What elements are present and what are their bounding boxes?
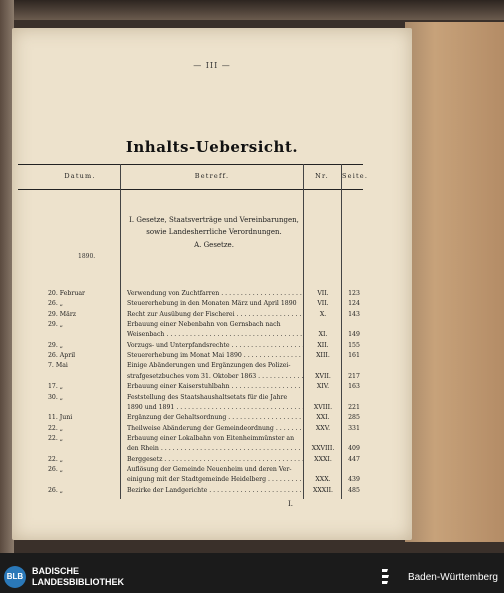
- row-subject: Erbauung einer Lokalbahn von Eitenheimmünster an: [127, 434, 295, 442]
- row-page: 331: [348, 424, 360, 432]
- bw-logo-text[interactable]: Baden-Württemberg: [407, 572, 498, 583]
- row-number: XXX.: [315, 476, 331, 484]
- row-page: 155: [348, 341, 360, 349]
- row-number: XXXII.: [312, 486, 334, 494]
- subsection-heading: A. Gesetze.: [194, 241, 234, 249]
- row-subject: einigung mit der Stadtgemeinde Heidelberg . . .: [127, 476, 303, 483]
- row-date: 26. „: [48, 465, 64, 473]
- row-date: 26. „: [48, 300, 64, 308]
- row-subject: 1890 und 1891 . . .: [127, 404, 303, 411]
- row-date: 22. „: [48, 434, 64, 442]
- section-heading-line2: sowie Landesherrliche Verordnungen.: [146, 228, 282, 236]
- row-subject: Weisenbach . . .: [127, 331, 303, 338]
- row-date: 26. „: [48, 486, 64, 494]
- row-subject: Bezirke der Landgerichte . . .: [127, 487, 303, 494]
- row-page: 285: [348, 414, 360, 422]
- row-number: XI.: [318, 331, 328, 339]
- row-page: 123: [348, 290, 360, 297]
- row-subject: Erbauung einer Kaiserstuhlbahn . . .: [127, 383, 303, 390]
- page-title: Inhalts-Uebersicht.: [125, 138, 299, 156]
- row-page: 149: [348, 331, 360, 339]
- row-page: 143: [348, 310, 360, 318]
- row-number: VII.: [317, 300, 329, 308]
- row-page: 163: [348, 383, 360, 391]
- header-datum: Datum.: [64, 172, 96, 180]
- row-date: 22. „: [48, 424, 64, 432]
- row-subject: Ergänzung der Gehaltsordnung . . .: [127, 414, 303, 421]
- row-date: 29. „: [48, 321, 64, 329]
- header-nr: Nr.: [315, 172, 329, 180]
- row-subject: Erbauung einer Nebenbahn von Gernsbach nach: [127, 321, 281, 329]
- signature-mark: I.: [288, 500, 293, 508]
- row-date: 22. „: [48, 455, 64, 463]
- row-page: 439: [348, 476, 360, 484]
- row-number: XIV.: [316, 383, 330, 391]
- row-page: 221: [348, 403, 360, 411]
- row-date: 30. „: [48, 393, 64, 401]
- blb-logo-text[interactable]: [32, 566, 124, 588]
- row-date: 29. März: [48, 310, 77, 318]
- header-seite: Seite.: [342, 172, 369, 180]
- column-divider: [120, 164, 121, 499]
- row-subject: Auflösung der Gemeinde Neuenheim und deren Ver-: [127, 465, 292, 473]
- row-number: XXI.: [316, 414, 330, 422]
- table-top-rule: [18, 164, 363, 165]
- page-number: — III —: [193, 61, 231, 70]
- book-page: [12, 28, 412, 540]
- row-date: 11. Juni: [48, 414, 73, 422]
- row-date: 29. „: [48, 341, 64, 349]
- row-number: XVII.: [315, 372, 331, 380]
- row-date: 20. Februar: [48, 290, 85, 297]
- book-cover-edge: [405, 22, 504, 542]
- row-number: XXXI.: [314, 455, 332, 463]
- row-number: X.: [319, 310, 327, 318]
- blb-line1: BADISCHE: [32, 566, 80, 576]
- row-page: 409: [348, 445, 360, 453]
- row-subject: strafgesetzbuches vom 31. Oktober 1863 . . .: [127, 373, 303, 380]
- row-subject: Steuererhebung in den Monaten März und April 1890: [127, 300, 297, 308]
- row-subject: Verwendung von Zuchtfarren . . .: [127, 290, 303, 297]
- blb-logo-icon[interactable]: BLB: [4, 566, 26, 588]
- section-heading: [122, 214, 306, 238]
- row-number: XII.: [317, 341, 329, 349]
- row-page: 447: [348, 455, 360, 463]
- blb-line2: LANDESBIBLIOTHEK: [32, 577, 124, 587]
- section-heading-line1: I. Gesetze, Staatsverträge und Vereinbarungen,: [129, 216, 299, 224]
- row-page: 124: [348, 300, 360, 308]
- row-page: 217: [348, 372, 360, 380]
- year-label: 1890.: [78, 253, 96, 260]
- row-date: 17. „: [48, 383, 64, 391]
- row-subject: Theilweise Abänderung der Gemeindeordnung . . .: [127, 425, 303, 432]
- row-number: XVIII.: [313, 403, 333, 411]
- row-number: XXVIII.: [311, 445, 335, 453]
- table-header-rule: [18, 189, 363, 190]
- row-subject: den Rhein . . .: [127, 445, 303, 452]
- row-subject: Vorzugs- und Unterpfandsrechte . . .: [127, 342, 303, 349]
- row-subject: Einige Abänderungen und Ergänzungen des Polizei-: [127, 362, 291, 370]
- row-subject: Berggesetz . . .: [127, 456, 303, 463]
- row-subject: Recht zur Ausübung der Fischerei . . .: [127, 311, 303, 318]
- row-number: VII.: [317, 290, 329, 297]
- bw-lions-icon: [380, 566, 394, 586]
- row-subject: Feststellung des Staatshaushaltsetats für die Jahre: [127, 393, 288, 401]
- row-date: 26. April: [48, 352, 76, 360]
- row-page: 161: [348, 352, 360, 360]
- row-subject: Steuererhebung im Monat Mai 1890 . . .: [127, 352, 303, 359]
- book-top-edge: [0, 0, 504, 20]
- row-page: 485: [348, 486, 360, 494]
- row-number: XXV.: [315, 424, 331, 432]
- row-date: 7. Mai: [48, 362, 68, 370]
- row-number: XIII.: [316, 352, 330, 360]
- header-betreff: Betreff.: [194, 172, 230, 180]
